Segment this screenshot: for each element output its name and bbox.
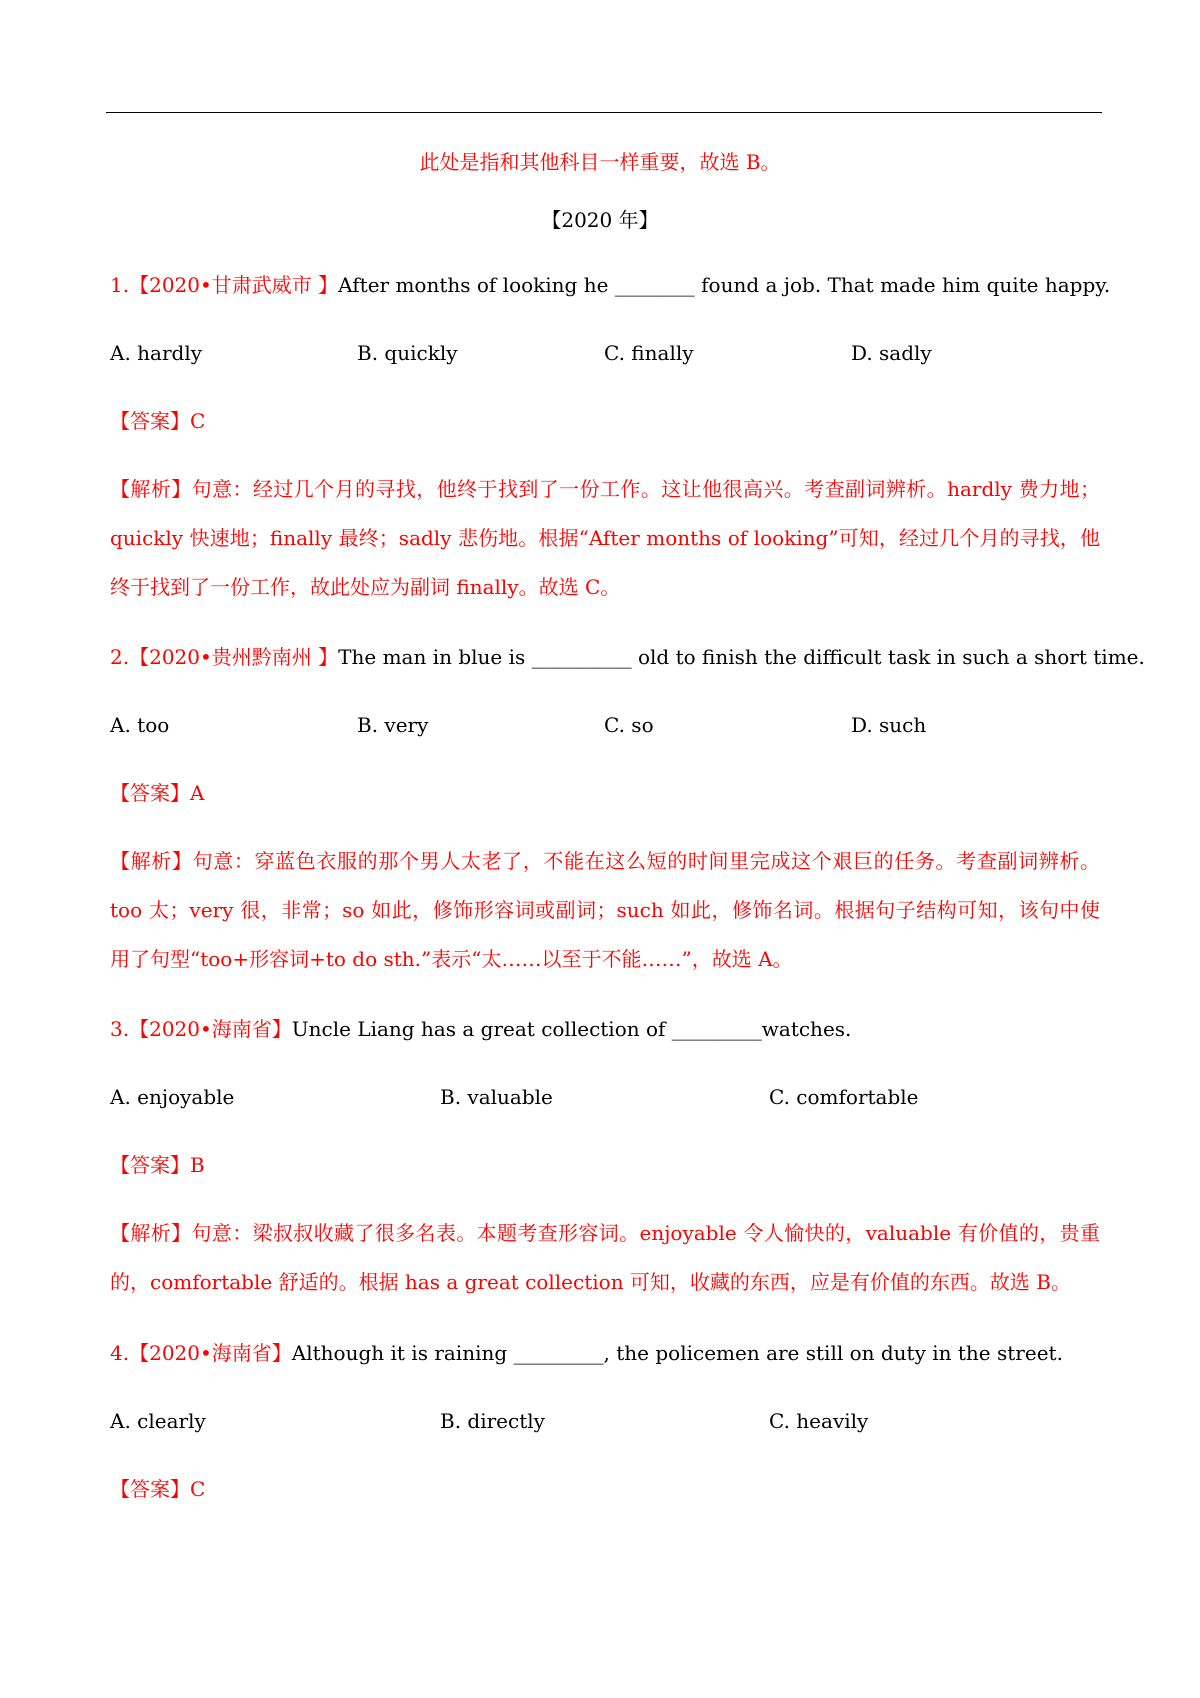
analysis-paragraph [110,1209,1100,1307]
analysis-label: 【解析】 [110,1221,192,1245]
option-b: B. directly [440,1409,545,1433]
analysis-text: 句意：经过几个月的寻找，他终于找到了一份工作。这让他很高兴。考查副词辨析。hardly 费力地；quickly 快速地；finally 最终；sadly 悲伤地。根据“After months of looking”可知，经过几个月的寻找，他终于找到了一份工作，故此处应为副词 finally。故选 C。 [110,477,1100,599]
option-a: A. too [110,713,170,737]
option-b: B. valuable [440,1085,553,1109]
answer-label: 【答案】A [110,781,205,805]
option-a: A. hardly [110,341,203,365]
question-source: 【2020•海南省】 [129,1017,292,1041]
option-b: B. quickly [357,341,458,365]
option-c: C. so [604,713,654,737]
answer-label: 【答案】C [110,1477,206,1501]
answer-label: 【答案】B [110,1153,205,1177]
option-a: A. clearly [110,1409,206,1433]
analysis-label: 【解析】 [110,849,193,873]
header-rule [106,112,1102,113]
option-c: C. finally [604,341,694,365]
analysis-paragraph [110,465,1100,612]
analysis-text: 句意：梁叔叔收藏了很多名表。本题考查形容词。enjoyable 令人愉快的，valuable 有价值的，贵重的，comfortable 舒适的。根据 has a great collection 可知，收藏的东西，应是有价值的东西。故选 B。 [110,1221,1101,1294]
question-3 [110,1015,1100,1043]
header-note: 此处是指和其他科目一样重要，故选 B。 [419,150,781,174]
question-source: 【2020•贵州黔南州 】 [129,645,339,669]
option-b: B. very [357,713,429,737]
option-c: C. heavily [769,1409,869,1433]
option-c: C. comfortable [769,1085,919,1109]
answer-label: 【答案】C [110,409,206,433]
option-a: A. enjoyable [110,1085,235,1109]
question-source: 【2020•甘肃武威市 】 [129,273,339,297]
question-stem: Although it is raining _________, the policemen are still on duty in the street. [291,1341,1063,1365]
question-number: 2. [110,645,130,669]
question-2 [110,643,1145,671]
option-d: D. sadly [851,341,932,365]
analysis-label: 【解析】 [110,477,192,501]
year-heading: 【2020 年】 [541,208,659,232]
question-1 [110,271,1111,299]
question-source: 【2020•海南省】 [129,1341,292,1365]
question-stem: Uncle Liang has a great collection of _________watches. [291,1017,852,1041]
option-d: D. such [851,713,927,737]
analysis-text: 句意：穿蓝色衣服的那个男人太老了，不能在这么短的时间里完成这个艰巨的任务。考查副词辨析。too 太；very 很，非常；so 如此，修饰形容词或副词；such 如此，修饰名词。根据句子结构可知，该句中使用了句型“too+形容词+to do sth.”表示“太……以至于不能……”，故选 A。 [110,849,1101,971]
question-number: 3. [110,1017,130,1041]
question-number: 4. [110,1341,130,1365]
question-stem: After months of looking he ________ found a job. That made him quite happy. [338,273,1111,297]
question-stem: The man in blue is __________ old to finish the difficult task in such a short time. [338,645,1145,669]
question-4 [110,1339,1100,1367]
question-number: 1. [110,273,130,297]
analysis-paragraph [110,837,1100,984]
